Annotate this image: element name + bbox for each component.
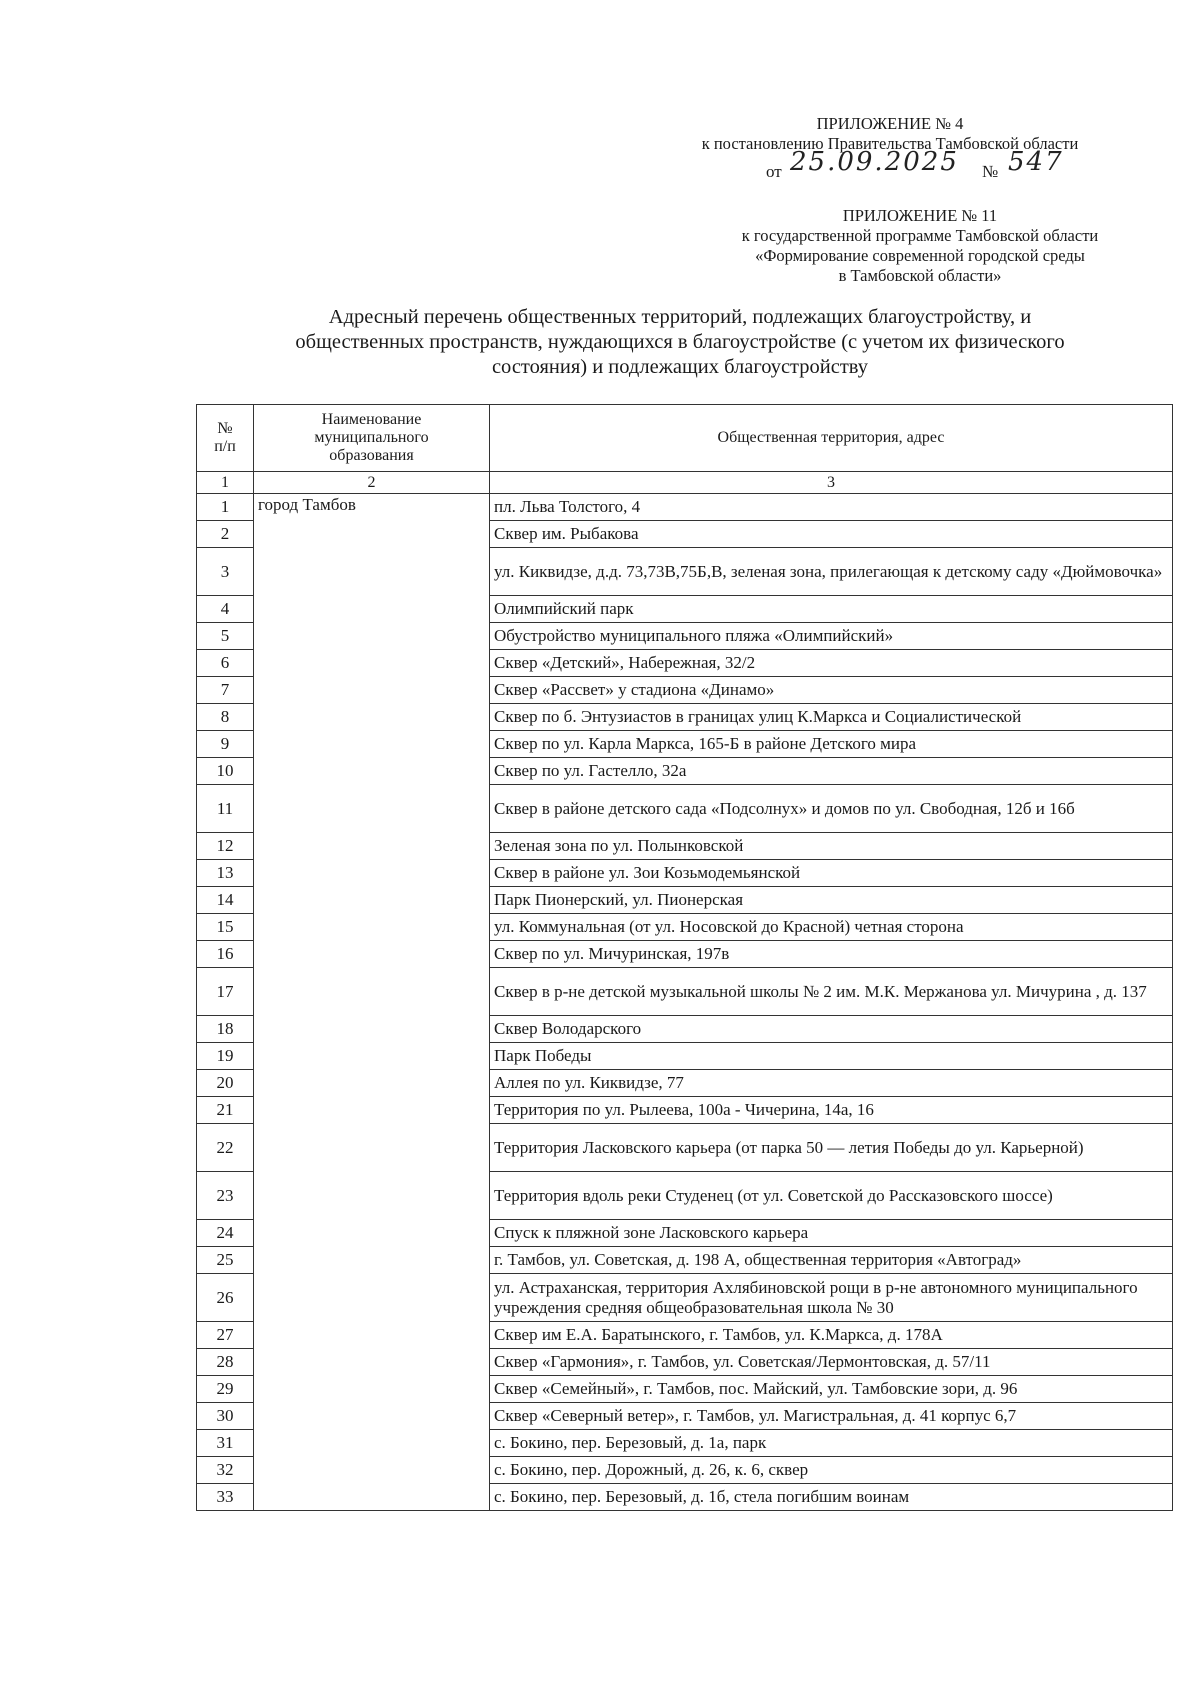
row-number: 10 — [197, 758, 254, 785]
address-cell: Сквер в р-не детской музыкальной школы № 2 им. М.К. Мержанова ул. Мичурина , д. 137 — [490, 968, 1173, 1016]
appendix-11-line-1: к государственной программе Тамбовской области — [741, 226, 1099, 245]
row-number: 23 — [197, 1172, 254, 1220]
address-cell: Сквер в районе детского сада «Подсолнух» и домов по ул. Свободная, 12б и 16б — [490, 785, 1173, 833]
address-cell: Сквер «Рассвет» у стадиона «Динамо» — [490, 677, 1173, 704]
row-number: 2 — [197, 521, 254, 548]
address-cell: Сквер «Гармония», г. Тамбов, ул. Советская/Лермонтовская, д. 57/11 — [490, 1349, 1173, 1376]
address-cell: с. Бокино, пер. Березовый, д. 1а, парк — [490, 1430, 1173, 1457]
address-cell: Сквер «Детский», Набережная, 32/2 — [490, 650, 1173, 677]
row-number: 19 — [197, 1043, 254, 1070]
document-title-line-2: общественных пространств, нуждающихся в благоустройстве (с учетом их физического — [295, 331, 1065, 353]
row-number: 7 — [197, 677, 254, 704]
address-cell: Обустройство муниципального пляжа «Олимпийский» — [490, 623, 1173, 650]
row-number: 24 — [197, 1220, 254, 1247]
column-number-3: 3 — [490, 472, 1173, 494]
address-cell: Зеленая зона по ул. Полынковской — [490, 833, 1173, 860]
row-number: 12 — [197, 833, 254, 860]
appendix-11-title: ПРИЛОЖЕНИЕ № 11 — [842, 206, 998, 225]
header-address: Общественная территория, адрес — [490, 405, 1173, 472]
row-number: 16 — [197, 941, 254, 968]
appendix-4-title: ПРИЛОЖЕНИЕ № 4 — [816, 114, 964, 133]
row-number: 32 — [197, 1457, 254, 1484]
row-number: 15 — [197, 914, 254, 941]
address-cell: Сквер по ул. Мичуринская, 197в — [490, 941, 1173, 968]
header-municipality-line-1: Наименование — [321, 411, 422, 428]
row-number: 31 — [197, 1430, 254, 1457]
address-cell: Сквер по б. Энтузиастов в границах улиц К.Маркса и Социалистической — [490, 704, 1173, 731]
address-cell: Сквер «Северный ветер», г. Тамбов, ул. Магистральная, д. 41 корпус 6,7 — [490, 1403, 1173, 1430]
address-cell: с. Бокино, пер. Дорожный, д. 26, к. 6, сквер — [490, 1457, 1173, 1484]
header-municipality — [254, 405, 490, 472]
address-cell: Сквер «Семейный», г. Тамбов, пос. Майский, ул. Тамбовские зори, д. 96 — [490, 1376, 1173, 1403]
address-cell: Сквер им. Рыбакова — [490, 521, 1173, 548]
appendix-4-date-line — [640, 147, 1140, 186]
address-cell: Аллея по ул. Киквидзе, 77 — [490, 1070, 1173, 1097]
address-cell: Территория Ласковского карьера (от парка 50 — летия Победы до ул. Карьерной) — [490, 1124, 1173, 1172]
row-number: 11 — [197, 785, 254, 833]
row-number: 28 — [197, 1349, 254, 1376]
row-number: 13 — [197, 860, 254, 887]
row-number: 18 — [197, 1016, 254, 1043]
number-prefix: № — [982, 162, 999, 181]
address-cell: Территория вдоль реки Студенец (от ул. Советской до Рассказовского шоссе) — [490, 1172, 1173, 1220]
header-municipality-line-2: муниципального — [314, 429, 429, 446]
date-prefix: от — [766, 162, 782, 181]
row-number: 14 — [197, 887, 254, 914]
row-number: 17 — [197, 968, 254, 1016]
address-cell: Территория по ул. Рылеева, 100а - Чичерина, 14а, 16 — [490, 1097, 1173, 1124]
row-number: 29 — [197, 1376, 254, 1403]
row-number: 9 — [197, 731, 254, 758]
address-cell: Сквер в районе ул. Зои Козьмодемьянской — [490, 860, 1173, 887]
address-cell: пл. Льва Толстого, 4 — [490, 494, 1173, 521]
address-cell: Спуск к пляжной зоне Ласковского карьера — [490, 1220, 1173, 1247]
address-cell: ул. Астраханская, территория Ахлябиновской рощи в р-не автономного муниципального учреждения средняя общеобразовательная школа № 30 — [490, 1274, 1173, 1322]
address-cell: Сквер им Е.А. Баратынского, г. Тамбов, ул. К.Маркса, д. 178А — [490, 1322, 1173, 1349]
header-number-line-1: № — [217, 420, 233, 437]
address-cell: с. Бокино, пер. Березовый, д. 1б, стела погибшим воинам — [490, 1484, 1173, 1511]
row-number: 6 — [197, 650, 254, 677]
document-title-line-3: состояния) и подлежащих благоустройству — [491, 356, 869, 378]
row-number: 22 — [197, 1124, 254, 1172]
document-title-line-1: Адресный перечень общественных территорий, подлежащих благоустройству, и — [328, 306, 1032, 328]
column-number-1: 1 — [197, 472, 254, 494]
appendix-11-line-2: «Формирование современной городской среды — [755, 246, 1085, 265]
address-cell: г. Тамбов, ул. Советская, д. 198 А, общественная территория «Автоград» — [490, 1247, 1173, 1274]
header-number-line-2: п/п — [214, 438, 236, 455]
row-number: 30 — [197, 1403, 254, 1430]
address-cell: Сквер Володарского — [490, 1016, 1173, 1043]
address-cell: ул. Коммунальная (от ул. Носовской до Красной) четная сторона — [490, 914, 1173, 941]
address-cell: ул. Киквидзе, д.д. 73,73В,75Б,В, зеленая зона, прилегающая к детскому саду «Дюймовочка» — [490, 548, 1173, 596]
table-header — [197, 405, 1173, 494]
address-cell: Парк Пионерский, ул. Пионерская — [490, 887, 1173, 914]
appendix-11-block — [680, 206, 1160, 286]
row-number: 3 — [197, 548, 254, 596]
address-cell: Сквер по ул. Карла Маркса, 165-Б в районе Детского мира — [490, 731, 1173, 758]
address-cell: Олимпийский парк — [490, 596, 1173, 623]
address-cell: Парк Победы — [490, 1043, 1173, 1070]
column-number-2: 2 — [254, 472, 490, 494]
row-number: 5 — [197, 623, 254, 650]
table-body — [197, 494, 1173, 1511]
appendix-4-block — [640, 114, 1140, 186]
handwritten-date: 25.09.2025 — [790, 147, 959, 177]
row-number: 20 — [197, 1070, 254, 1097]
row-number: 26 — [197, 1274, 254, 1322]
row-number: 4 — [197, 596, 254, 623]
row-number: 33 — [197, 1484, 254, 1511]
header-municipality-line-3: образования — [329, 447, 414, 464]
header-number — [197, 405, 254, 472]
row-number: 8 — [197, 704, 254, 731]
handwritten-number: 547 — [1008, 147, 1064, 177]
address-table — [196, 404, 1173, 1511]
row-number: 27 — [197, 1322, 254, 1349]
table-row — [197, 494, 1173, 521]
row-number: 21 — [197, 1097, 254, 1124]
row-number: 1 — [197, 494, 254, 521]
row-number: 25 — [197, 1247, 254, 1274]
document-title — [250, 305, 1110, 380]
municipality-cell: город Тамбов — [254, 494, 490, 1511]
address-cell: Сквер по ул. Гастелло, 32а — [490, 758, 1173, 785]
appendix-11-line-3: в Тамбовской области» — [838, 266, 1002, 285]
appendix-4-subtitle: к постановлению Правительства Тамбовской области — [701, 134, 1079, 153]
